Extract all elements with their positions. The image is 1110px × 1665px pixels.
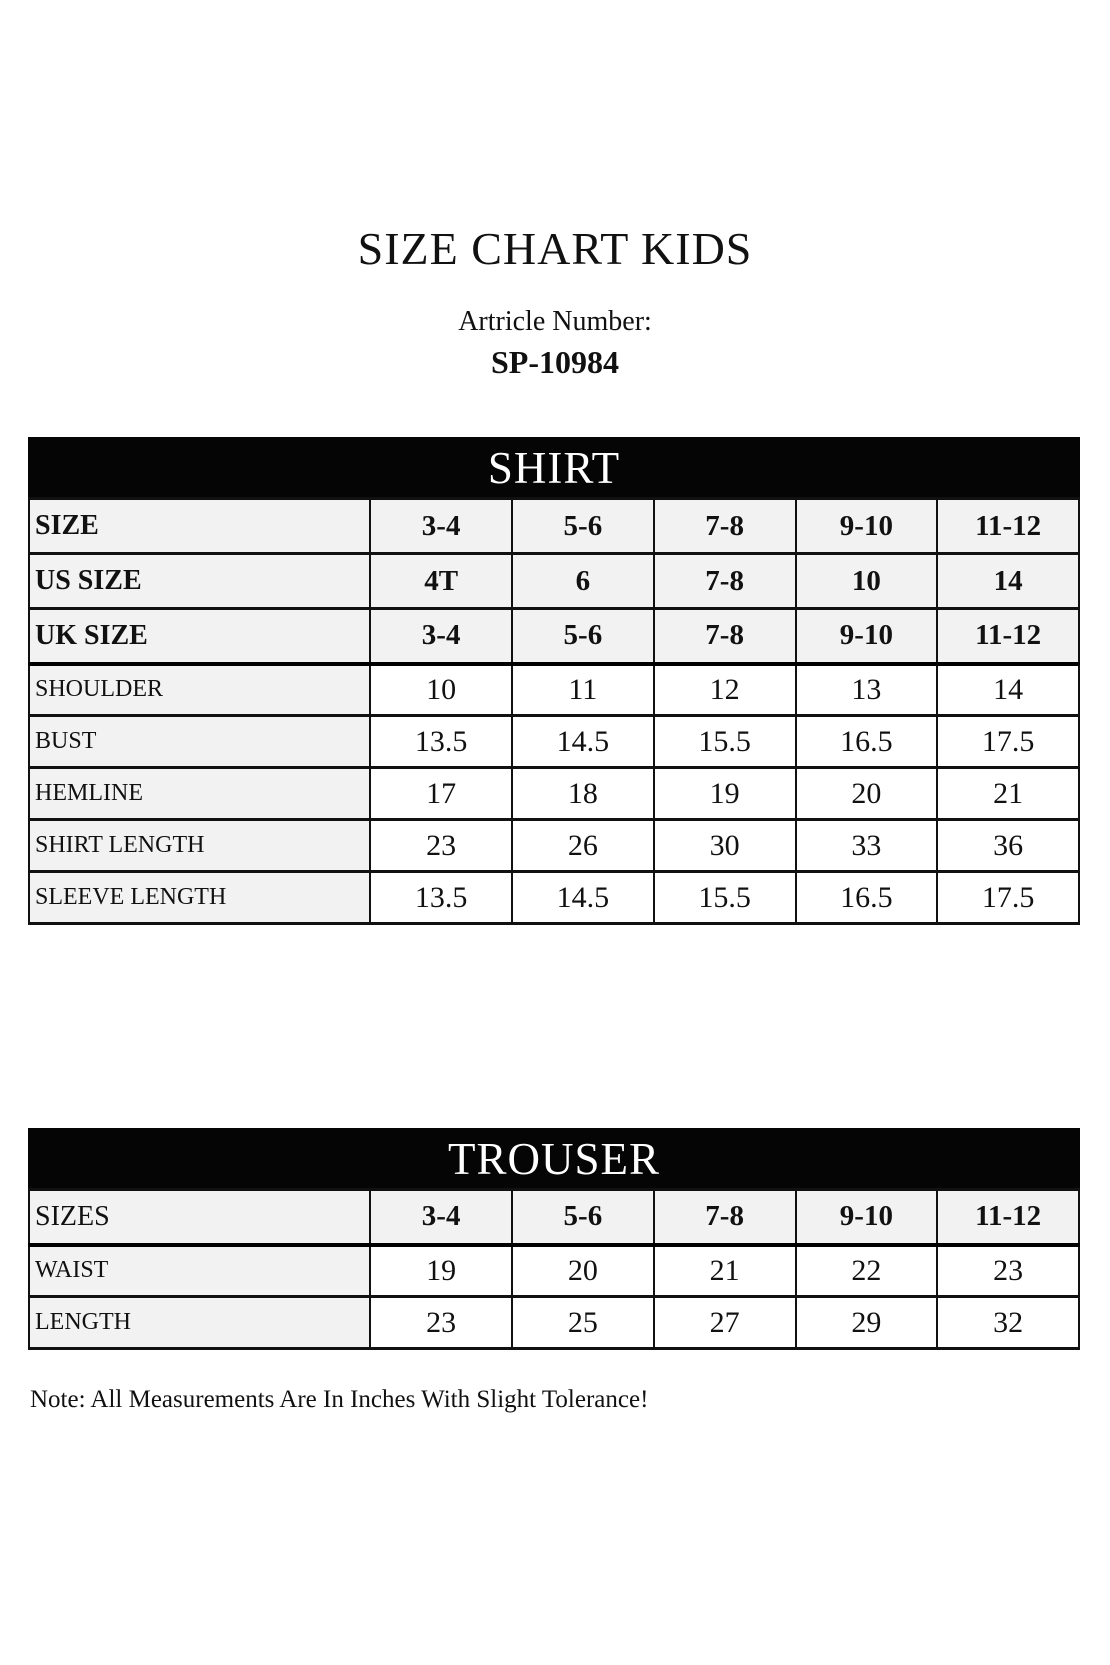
cell-value: 3-4 — [370, 1190, 512, 1245]
table-row — [29, 768, 1079, 820]
cell-value: 25 — [512, 1297, 654, 1349]
cell-value: 7-8 — [654, 499, 796, 554]
cell-value: 13.5 — [370, 872, 512, 924]
cell-value: 11-12 — [937, 1190, 1079, 1245]
cell-value: 16.5 — [796, 716, 938, 768]
cell-value: 18 — [512, 768, 654, 820]
row-label-size: SIZE — [29, 499, 370, 554]
cell-value: 20 — [796, 768, 938, 820]
cell-value: 17.5 — [937, 716, 1079, 768]
table-row — [29, 716, 1079, 768]
table-row — [29, 554, 1079, 609]
cell-value: 11 — [512, 664, 654, 716]
row-label-hemline: HEMLINE — [29, 768, 370, 820]
table-row — [29, 609, 1079, 664]
cell-value: 14 — [937, 664, 1079, 716]
cell-value: 9-10 — [796, 609, 938, 664]
cell-value: 30 — [654, 820, 796, 872]
cell-value: 17.5 — [937, 872, 1079, 924]
cell-value: 11-12 — [937, 609, 1079, 664]
table-row — [29, 872, 1079, 924]
row-label-bust: BUST — [29, 716, 370, 768]
cell-value: 15.5 — [654, 716, 796, 768]
measurement-note: Note: All Measurements Are In Inches With Slight Tolerance! — [30, 1386, 649, 1413]
trouser-table-header: TROUSER — [28, 1128, 1080, 1188]
cell-value: 4T — [370, 554, 512, 609]
cell-value: 13 — [796, 664, 938, 716]
cell-value: 15.5 — [654, 872, 796, 924]
cell-value: 3-4 — [370, 609, 512, 664]
cell-value: 21 — [937, 768, 1079, 820]
cell-value: 26 — [512, 820, 654, 872]
cell-value: 6 — [512, 554, 654, 609]
cell-value: 27 — [654, 1297, 796, 1349]
cell-value: 14 — [937, 554, 1079, 609]
table-row — [29, 664, 1079, 716]
row-label-length: LENGTH — [29, 1297, 370, 1349]
cell-value: 23 — [370, 1297, 512, 1349]
cell-value: 21 — [654, 1245, 796, 1297]
table-row — [29, 1245, 1079, 1297]
cell-value: 7-8 — [654, 554, 796, 609]
table-row — [29, 820, 1079, 872]
trouser-table — [28, 1128, 1080, 1350]
row-label-us-size: US SIZE — [29, 554, 370, 609]
cell-value: 22 — [796, 1245, 938, 1297]
row-label-shirt-length: SHIRT LENGTH — [29, 820, 370, 872]
article-number-label: Artricle Number: — [458, 306, 652, 337]
page-title: SIZE CHART KIDS — [357, 223, 753, 274]
cell-value: 19 — [370, 1245, 512, 1297]
cell-value: 36 — [937, 820, 1079, 872]
cell-value: 32 — [937, 1297, 1079, 1349]
cell-value: 10 — [796, 554, 938, 609]
cell-value: 16.5 — [796, 872, 938, 924]
shirt-size-table — [28, 497, 1080, 925]
row-label-shoulder: SHOULDER — [29, 664, 370, 716]
cell-value: 9-10 — [796, 1190, 938, 1245]
table-row — [29, 1297, 1079, 1349]
cell-value: 20 — [512, 1245, 654, 1297]
cell-value: 11-12 — [937, 499, 1079, 554]
article-number-value: SP-10984 — [491, 344, 619, 380]
cell-value: 5-6 — [512, 1190, 654, 1245]
cell-value: 14.5 — [512, 872, 654, 924]
cell-value: 7-8 — [654, 609, 796, 664]
cell-value: 10 — [370, 664, 512, 716]
cell-value: 14.5 — [512, 716, 654, 768]
shirt-table-header: SHIRT — [28, 437, 1080, 497]
cell-value: 13.5 — [370, 716, 512, 768]
row-label-sizes: SIZES — [29, 1190, 370, 1245]
shirt-table — [28, 437, 1080, 925]
cell-value: 17 — [370, 768, 512, 820]
cell-value: 3-4 — [370, 499, 512, 554]
row-label-waist: WAIST — [29, 1245, 370, 1297]
cell-value: 5-6 — [512, 499, 654, 554]
cell-value: 5-6 — [512, 609, 654, 664]
row-label-uk-size: UK SIZE — [29, 609, 370, 664]
cell-value: 29 — [796, 1297, 938, 1349]
cell-value: 12 — [654, 664, 796, 716]
cell-value: 23 — [370, 820, 512, 872]
cell-value: 19 — [654, 768, 796, 820]
cell-value: 33 — [796, 820, 938, 872]
cell-value: 23 — [937, 1245, 1079, 1297]
table-row — [29, 499, 1079, 554]
cell-value: 9-10 — [796, 499, 938, 554]
row-label-sleeve-length: SLEEVE LENGTH — [29, 872, 370, 924]
trouser-size-table — [28, 1188, 1080, 1350]
cell-value: 7-8 — [654, 1190, 796, 1245]
table-row — [29, 1190, 1079, 1245]
